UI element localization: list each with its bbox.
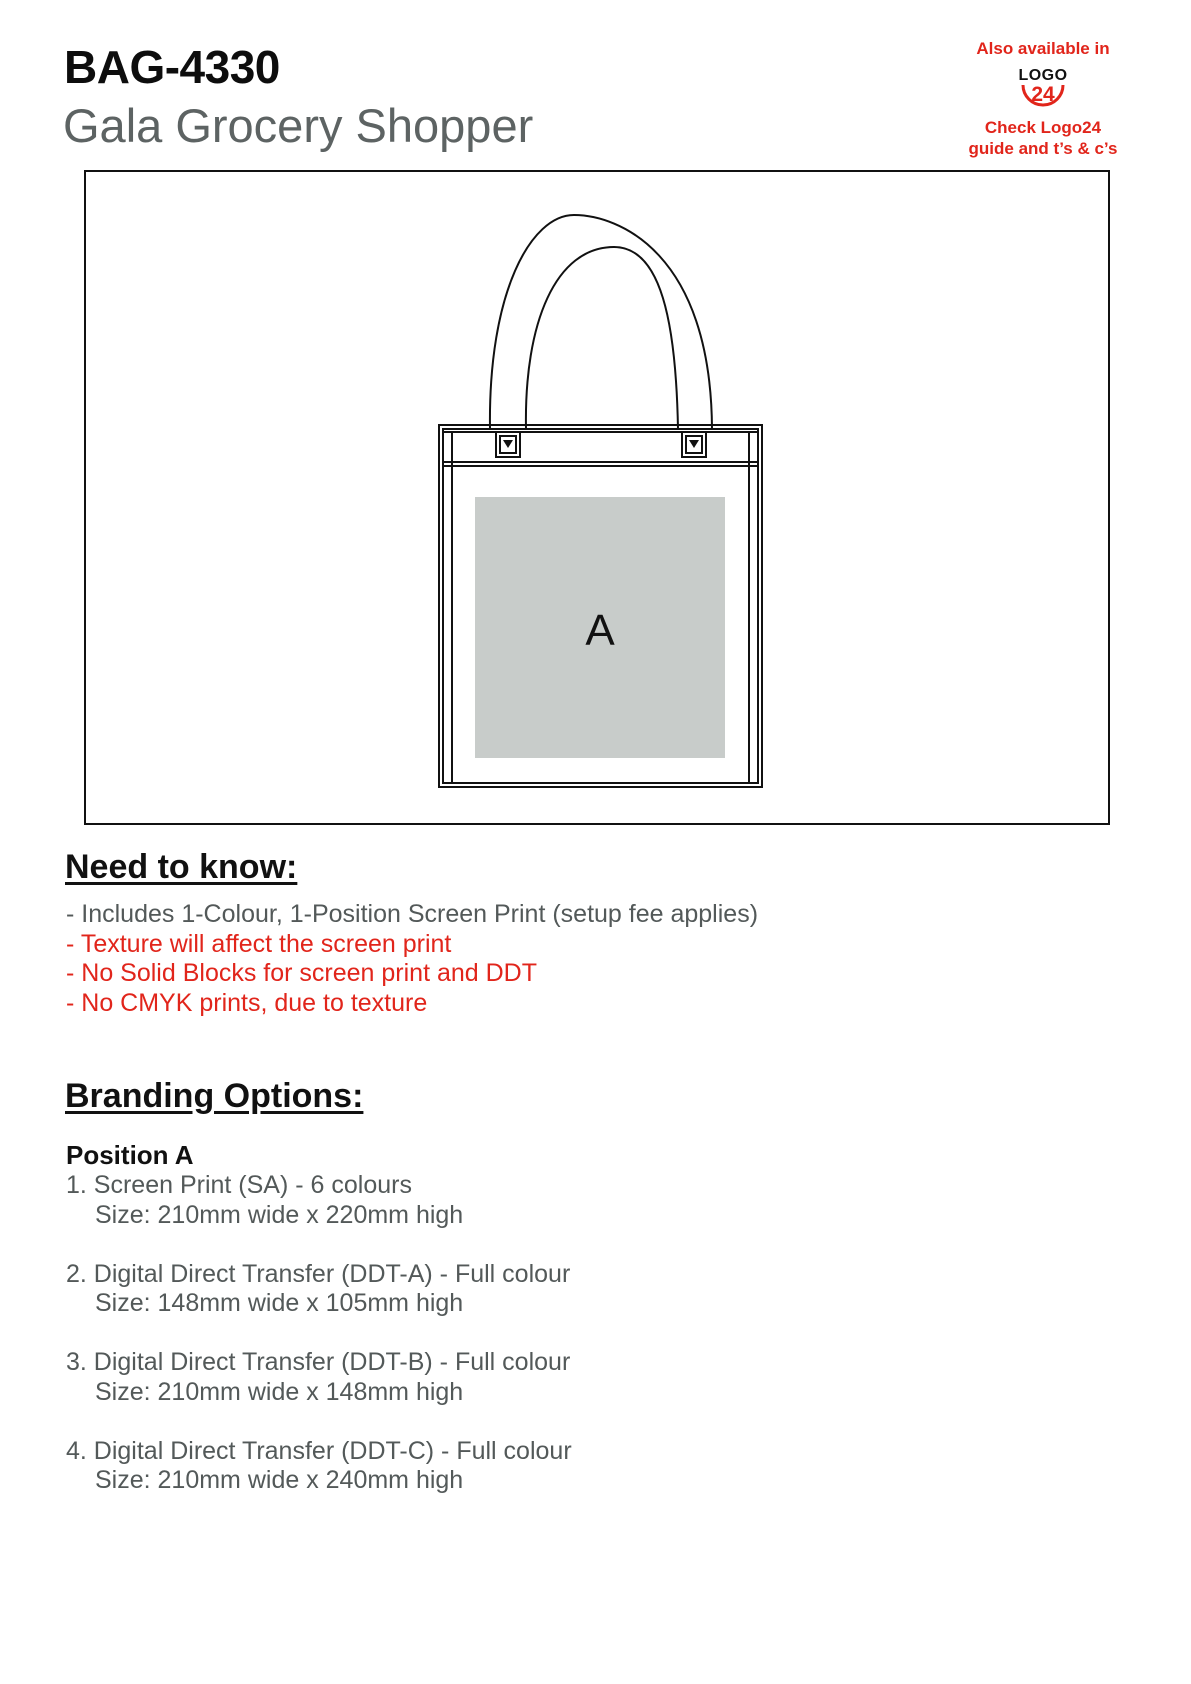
option-size: Size: 148mm wide x 105mm high bbox=[95, 1289, 464, 1317]
note-item: - Includes 1-Colour, 1-Position Screen Print (setup fee applies) bbox=[66, 900, 759, 928]
branding-option bbox=[66, 1437, 572, 1496]
note-item: - Texture will affect the screen print bbox=[66, 929, 452, 958]
check-logo24-line1: Check Logo24 bbox=[984, 118, 1102, 137]
note-item: - No CMYK prints, due to texture bbox=[66, 988, 428, 1017]
handle-outer bbox=[490, 215, 712, 429]
logo24-number: 24 bbox=[1031, 83, 1055, 106]
position-a-title: Position A bbox=[66, 1140, 194, 1170]
product-drawing-frame bbox=[84, 170, 1110, 825]
handle-inner bbox=[526, 247, 678, 429]
need-to-know-heading: Need to know: bbox=[65, 848, 298, 886]
branding-option bbox=[66, 1260, 572, 1319]
option-label: 2. Digital Direct Transfer (DDT-A) - Full colour bbox=[66, 1259, 571, 1288]
option-label: 3. Digital Direct Transfer (DDT-B) - Full colour bbox=[66, 1348, 571, 1376]
print-area-a-label: A bbox=[585, 606, 615, 655]
bag-line-drawing bbox=[86, 172, 1112, 827]
logo24-notice bbox=[948, 38, 1138, 159]
option-size: Size: 210mm wide x 220mm high bbox=[95, 1200, 464, 1229]
branding-options-heading: Branding Options: bbox=[65, 1077, 364, 1115]
branding-options-list bbox=[66, 1171, 572, 1525]
option-size: Size: 210mm wide x 148mm high bbox=[95, 1377, 464, 1406]
option-label: 4. Digital Direct Transfer (DDT-C) - Full colour bbox=[66, 1436, 572, 1465]
logo24-word: LOGO bbox=[1018, 67, 1068, 84]
option-size: Size: 210mm wide x 240mm high bbox=[95, 1466, 464, 1494]
branding-option bbox=[66, 1171, 572, 1230]
note-item: - No Solid Blocks for screen print and DDT bbox=[66, 959, 538, 987]
check-logo24-line2: guide and t’s & c’s bbox=[968, 139, 1118, 158]
need-to-know-list bbox=[66, 900, 758, 1018]
branding-option bbox=[66, 1348, 572, 1407]
product-code: BAG-4330 bbox=[64, 41, 280, 93]
logo24-badge bbox=[1013, 63, 1073, 115]
option-label: 1. Screen Print (SA) - 6 colours bbox=[66, 1171, 412, 1199]
product-name: Gala Grocery Shopper bbox=[63, 99, 534, 152]
also-available-text: Also available in bbox=[976, 39, 1110, 58]
